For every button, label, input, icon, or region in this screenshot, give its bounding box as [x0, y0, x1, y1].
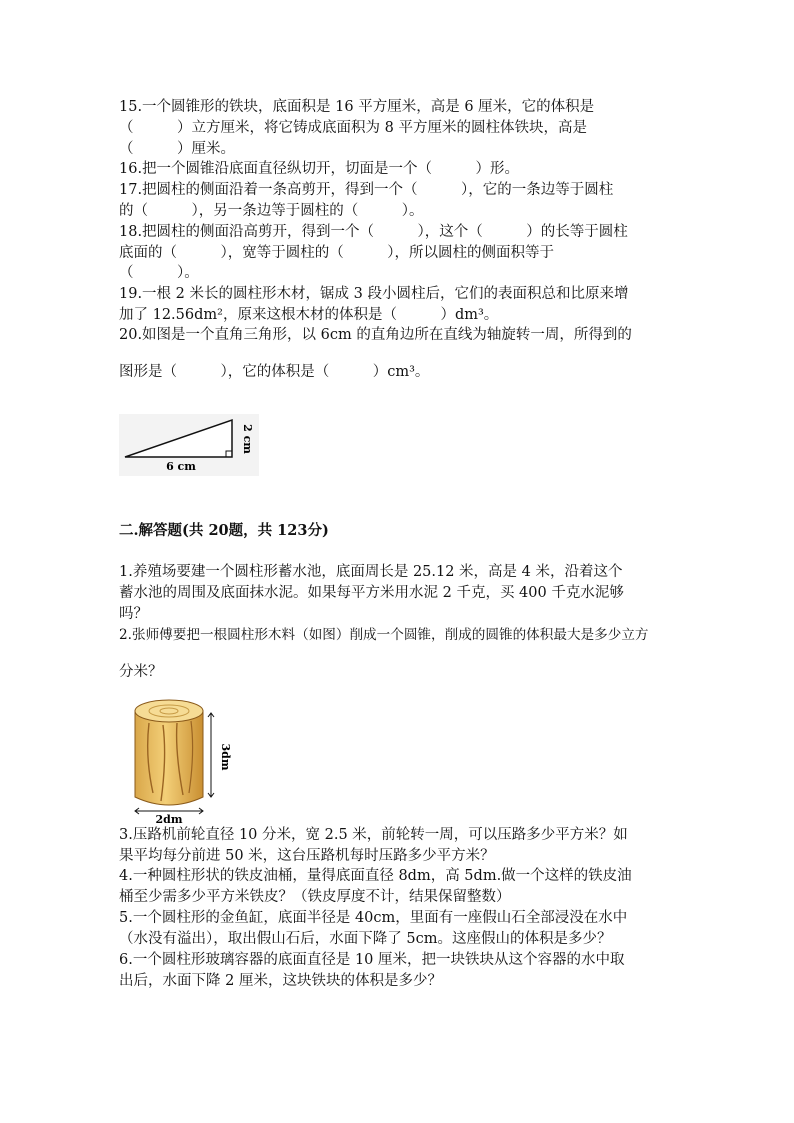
p1-line2: 蓄水池的周围及底面抹水泥。如果每平方米用水泥 2 千克，买 400 千克水泥够 [119, 585, 624, 601]
q20-line2: 图形是（ ），它的体积是（ ）cm³。 [119, 364, 430, 380]
q15-line1: 15.一个圆锥形的铁块，底面积是 16 平方厘米，高是 6 厘米，它的体积是 [119, 99, 595, 115]
log-top-face [135, 700, 203, 722]
q19-line1: 19.一根 2 米长的圆柱形木材，锯成 3 段小圆柱后，它们的表面积总和比原来增 [119, 286, 629, 302]
q15-line2: （ ）立方厘米，将它铸成底面积为 8 平方厘米的圆柱体铁块，高是 [119, 120, 587, 136]
q18-line1: 18.把圆柱的侧面沿高剪开，得到一个（ ），这个（ ）的长等于圆柱 [119, 224, 628, 240]
p4-line2: 桶至少需多少平方米铁皮？（铁皮厚度不计，结果保留整数） [119, 889, 511, 905]
q20-line1: 20.如图是一个直角三角形，以 6cm 的直角边所在直线为轴旋转一周，所得到的 [119, 327, 632, 343]
q16-line1: 16.把一个圆锥沿底面直径纵切开，切面是一个（ ）形。 [119, 161, 520, 177]
triangle-height-label: 2 cm [241, 424, 254, 454]
p5-line1: 5.一个圆柱形的金鱼缸，底面半径是 40cm，里面有一座假山石全部浸没在水中 [119, 910, 628, 926]
log-diameter-label: 2dm [155, 813, 183, 825]
q18-line2: 底面的（ ），宽等于圆柱的（ ），所以圆柱的侧面积等于 [119, 245, 554, 261]
p6-line2: 出后，水面下降 2 厘米，这块铁块的体积是多少？ [119, 973, 442, 989]
q17-line1: 17.把圆柱的侧面沿着一条高剪开，得到一个（ ），它的一条边等于圆柱 [119, 182, 614, 198]
p3-line2: 果平均每分前进 50 米，这台压路机每时压路多少平方米？ [119, 848, 495, 864]
log-cylinder-figure [127, 697, 237, 825]
p3-line1: 3.压路机前轮直径 10 分米，宽 2.5 米，前轮转一周，可以压路多少平方米？如 [119, 827, 628, 843]
p2-line1: 2.张师傅要把一根圆柱形木料（如图）削成一个圆锥，削成的圆锥的体积最大是多少立方 [119, 627, 649, 643]
q15-line3: （ ）厘米。 [119, 141, 235, 157]
p6-line1: 6.一个圆柱形玻璃容器的底面直径是 10 厘米，把一块铁块从这个容器的水中取 [119, 952, 625, 968]
p4-line1: 4.一种圆柱形状的铁皮油桶，量得底面直径 8dm，高 5dm.做一个这样的铁皮油 [119, 868, 632, 884]
right-triangle-figure [119, 414, 259, 476]
p1-line3: 吗？ [119, 606, 148, 622]
p2-line2: 分米？ [119, 664, 163, 680]
log-height-label: 3dm [219, 743, 232, 771]
triangle-base-label: 6 cm [166, 460, 196, 473]
q17-line2: 的（ ），另一条边等于圆柱的（ ）。 [119, 203, 424, 219]
q18-line3: （ ）。 [119, 265, 199, 281]
q19-line2: 加了 12.56dm²，原来这根木材的体积是（ ）dm³。 [119, 307, 499, 323]
section-2-heading: 二.解答题(共 20题，共 123分) [119, 522, 329, 539]
p5-line2: （水没有溢出），取出假山石后，水面下降了 5cm。这座假山的体积是多少？ [119, 931, 612, 947]
p1-line1: 1.养殖场要建一个圆柱形蓄水池，底面周长是 25.12 米，高是 4 米，沿着这个 [119, 564, 623, 580]
